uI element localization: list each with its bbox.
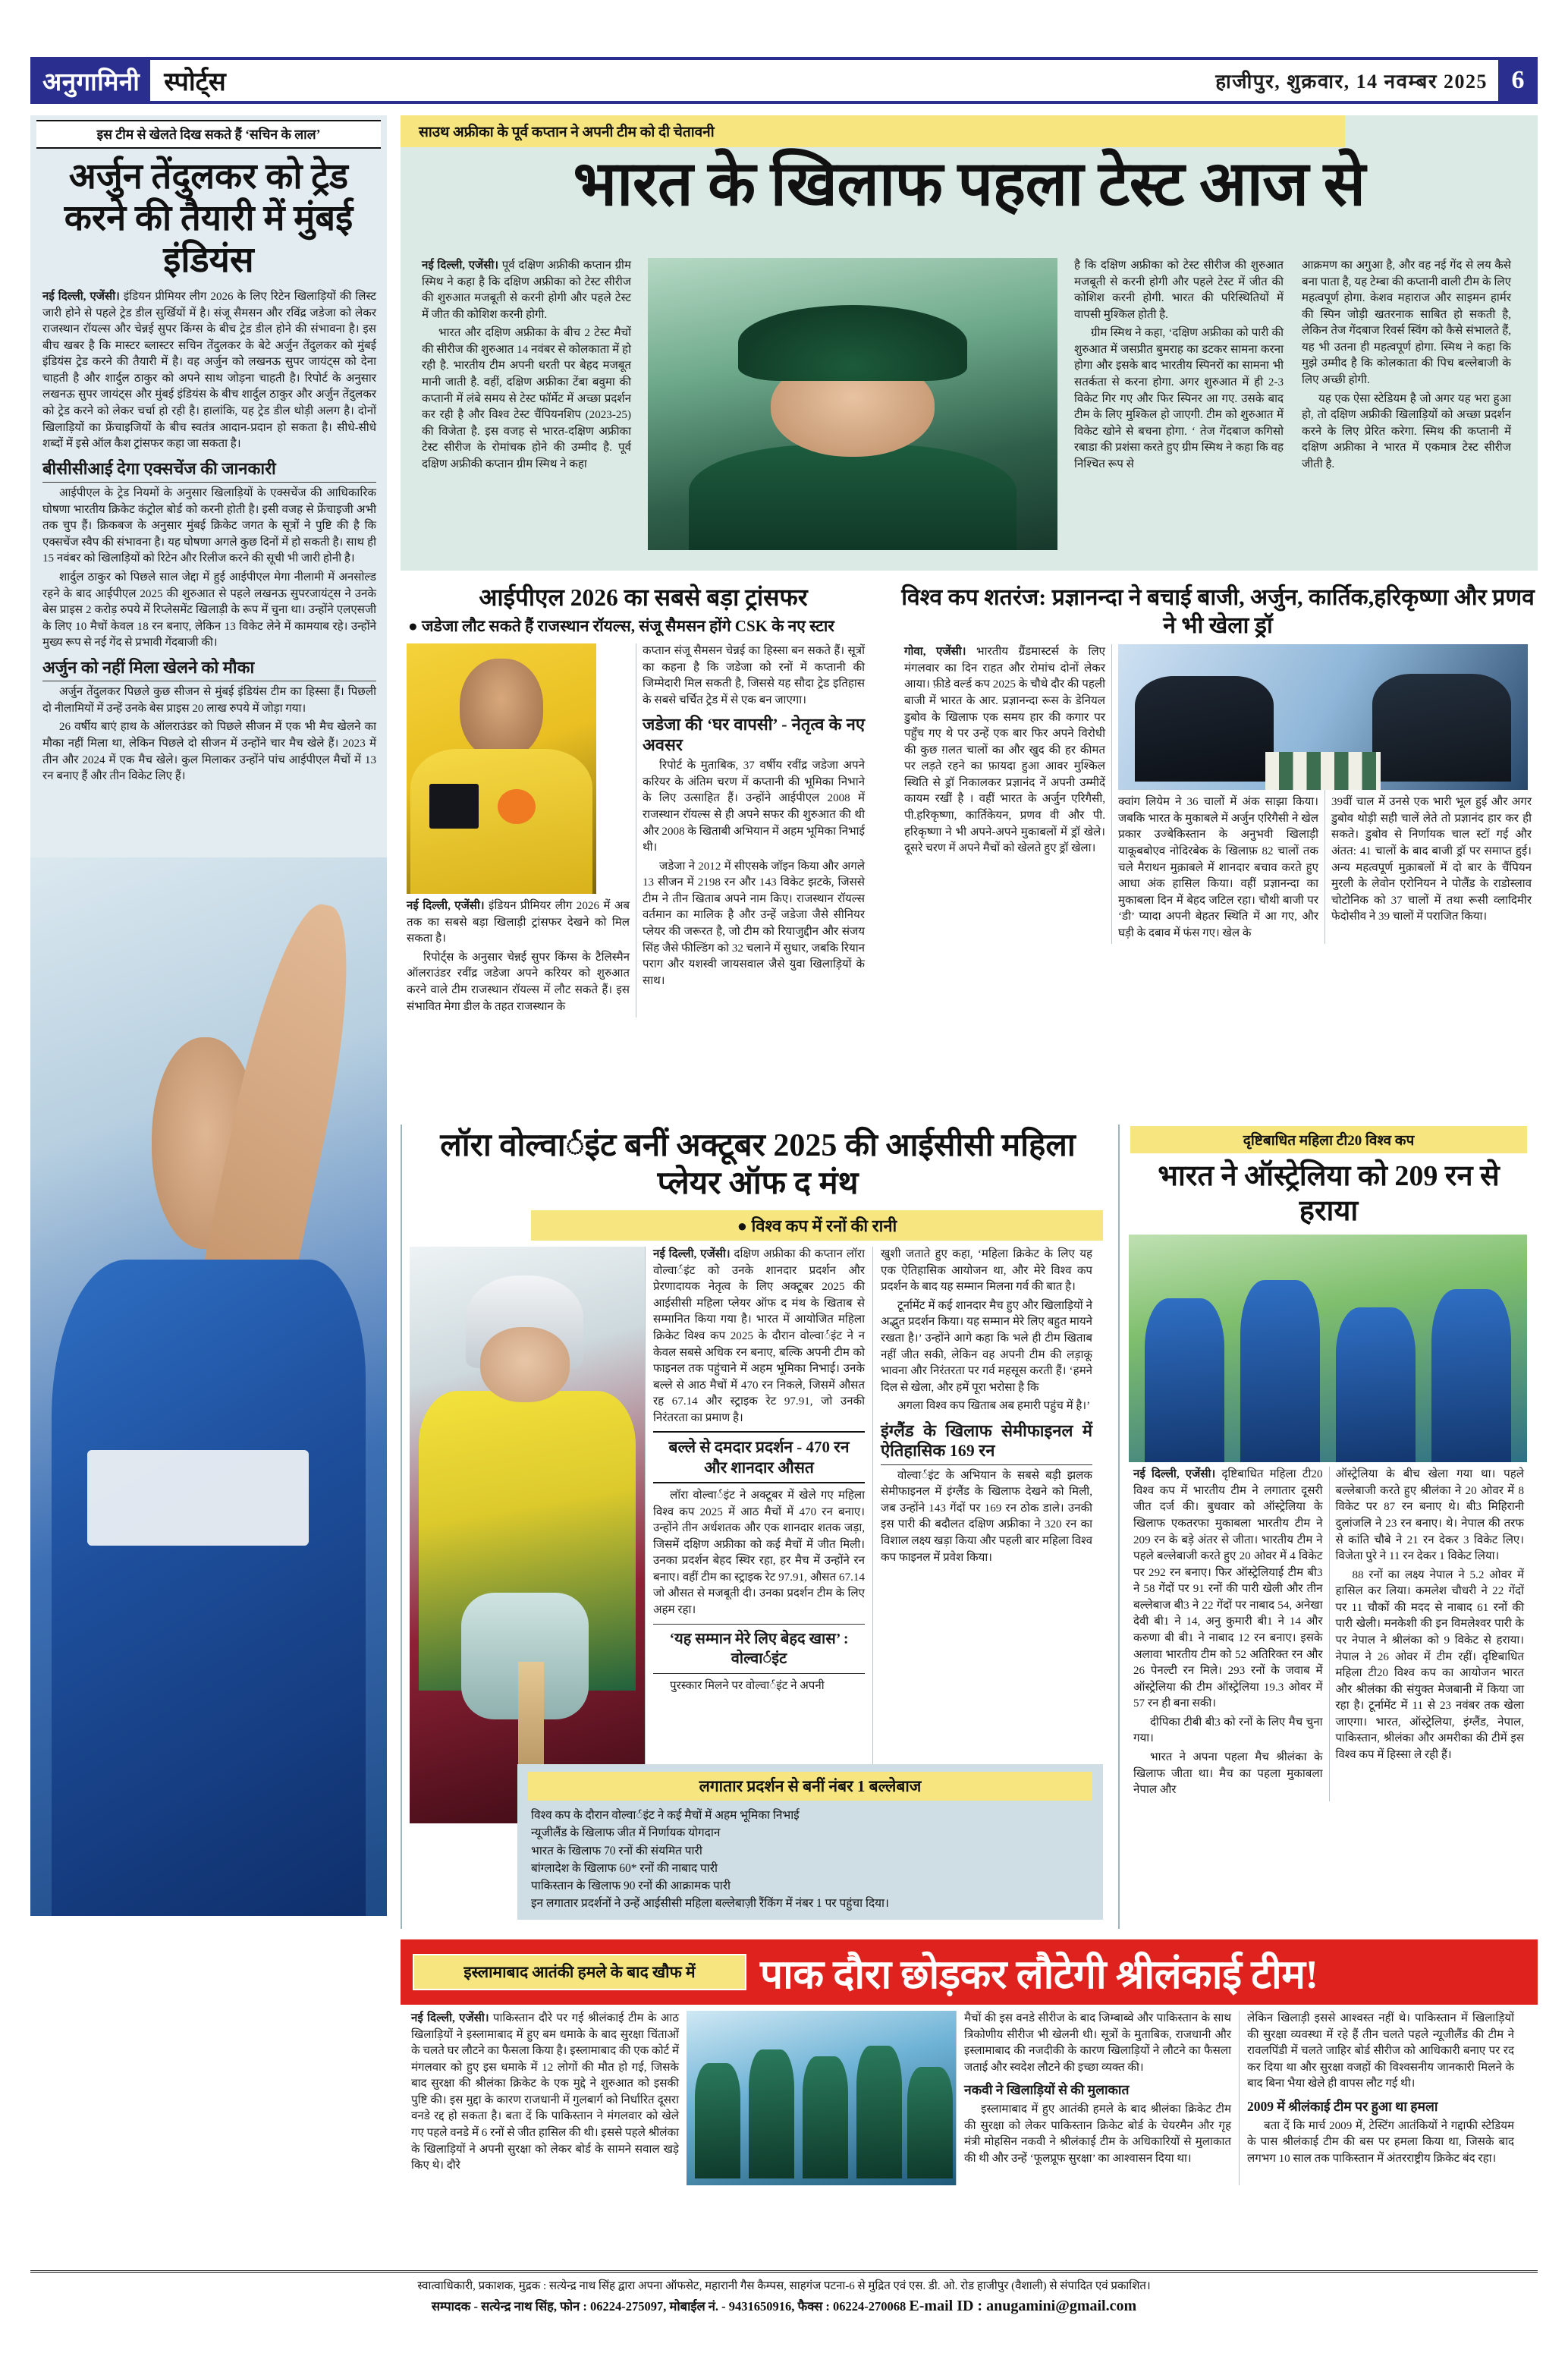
chess-players-photo <box>1118 644 1528 790</box>
pak-story-subhead-2: 2009 में श्रीलंकाई टीम पर हुआ था हमला <box>1247 2098 1438 2114</box>
pak-story-para-1: पाकिस्तान दौरे पर गई श्रीलंकाई टीम के आठ खिलाड़ियों ने इस्लामाबाद में हुए बम धमाके के बाद सुरक्षा चिंताओं के चलते घर लौटने का फैसला किया है। इस्लामाबाद की एक कोर्ट में मंगलवार को हुए इस धमाके में 12 लोगों की मौत हो गई, जिसके बाद सुरक्षा की श्रीलंका क्रिकेट के एक मुद्दे ने शुरुआत को इसकी पुष्टि की। इस मुद्दा के कारण राजधानी में गुलबार्ग को निर्धारित दूसरा वनडे रद्द हो सकता है। बता दें कि पाकिस्तान ने मंगलवार को खेले गए पहले वनडे में 6 रनों से जीत हासिल की थी। इससे पहले श्रीलंका के खिलाड़ियों ने अपनी सुरक्षा को लेकर बोर्ड के सामने सवाल खड़े किए थे। दौरे <box>411 2012 679 2172</box>
left-story-subhead-2: अर्जुन को नहीं मिला खेलने को मौका <box>42 658 376 681</box>
bullet-icon: ● <box>737 1216 748 1236</box>
wolvaardt-para-1: दक्षिण अफ्रीका की कप्तान लॉरा वोल्वार्इंट को उनके शानदार प्रदर्शन और प्रेरणादायक नेतृत्व के लिए अक्टूबर 2025 की आईसीसी महिला प्लेयर ऑफ द मंथ के खिताब से सम्मानित किया गया है। भारत में आयोजित महिला क्रिकेट विश्व कप 2025 के दौरान वोल्वार्इंट ने न केवल सबसे अधिक रन बनाए, बल्कि अपनी टीम को फाइनल तक पहुंचाने में अहम भूमिका निभाई। उनके बल्ले से आठ मैचों में 470 रन निकले, जिसमें औसत रह 67.14 और स्ट्राइक रेट 97.91, जो उनकी निरंतरता का प्रमाण है। <box>653 1248 865 1424</box>
jadeja-col-1 <box>401 643 636 1018</box>
wolvaardt-quote-box: ‘यह सम्मान मेरे लिए बेहद खास’ : वोल्वार्इंट <box>653 1624 865 1674</box>
blind-t20-col-1 <box>1127 1467 1329 1801</box>
photo-player-5 <box>907 2067 953 2178</box>
jadeja-story <box>401 583 886 1114</box>
jadeja-subhead-1: जडेजा की ‘घर वापसी’ - नेतृत्व के नए अवसर <box>643 715 865 754</box>
footer-editor-contact <box>30 2297 1538 2315</box>
blind-t20-para-1: दृष्टिबाधित महिला टी20 विश्व कप में भारतीय टीम ने लगातार दूसरी जीत दर्ज की। बुधवार को ऑस्ट्रेलिया के खिलाफ एकतरफा मुकाबला भारतीय टीम ने 209 रन के बड़े अंतर से जीता। भारतीय टीम ने पहले बल्लेबाजी करते हुए 20 ओवर में 4 विकेट पर 292 रन बनाए। फिर ऑस्ट्रेलियाई टीम बी3 ने 58 गेंदों पर 91 रनों की पारी खेली और तीन बल्लेबाज बी3 ने 22 गेंदों पर नाबाद 54, अनेखा देवी बी1 ने 14, अनु कुमारी बी1 ने 14 और करुणा बी बी1 ने नाबाद 12 रन बनाए। इसके अलावा भारतीय टीम को 52 अतिरिक्त रन और 26 पेनल्टी रन मिले। 293 रनों के जवाब में ऑस्ट्रेलिया की टीम ऑस्ट्रेलिया 19.3 ओवर में 57 रन ही बना सकी। <box>1133 1468 1323 1710</box>
footer-imprint: स्वात्वाधिकारी, प्रकाशक, मुद्रक : सत्येन्द्र नाथ सिंह द्वारा अपना ऑफसेट, महारानी गैस कैम्पस, साहगंज पटना-6 से मुद्रित एवं एस. डी. ओ. रोड हाजीपुर (वैशाली) से संपादित एवं प्रकाशित। <box>417 2280 1151 2292</box>
chess-col-2 <box>1111 644 1324 944</box>
chess-para-3: 39वीं चाल में उनसे एक भारी भूल हुई और अगर डुबोव थोड़ी सही चालें लेते तो प्रज्ञानंद हार कर ही सकते। डुबोव से निर्णायक चाल स्टॉ गई और अंतत: 41 चालों के बाद बाजी ड्रॉ पर समाप्त हुई। अन्य महत्वपूर्ण मुक़ाबलों में दो बार के चैंपियन मुरली के लेवोन एरोनियन ने पोलैंड के राडोस्लाव चोटोनिक को 37 चालों में तथा रूसी व्लादिमीर फेदोसीव ने 39 चालों में पराजित किया। <box>1331 796 1532 923</box>
pak-story-col-1 <box>404 2011 687 2185</box>
blind-t20-para-4: ऑस्ट्रेलिया के बीच खेला गया था। पहले बल्लेबाजी करते हुए श्रीलंका ने 20 ओवर में 8 विकेट पर 87 रन बनाए थे। बी3 मिहिरानी दुलांजलि ने 23 रन बनाए। थे। नेपाल की तरफ से कांति चौबे ने 21 रन देकर 3 विकेट लिए। विजेता पुरे ने 11 रन देकर 1 विकेट लिया। <box>1335 1468 1524 1563</box>
left-story-kicker-wrap <box>30 115 387 149</box>
left-story-para-4: अर्जुन तेंदुलकर पिछले कुछ सीजन से मुंबई इंडियंस टीम का हिस्सा हैं। पिछली दो नीलामियों में उन्हें उनके बेस प्राइस 20 लाख रुपये में जोड़ा गया। <box>42 686 376 715</box>
page-footer <box>30 2270 1538 2315</box>
lead-story-para-1: पूर्व दक्षिण अफ्रीकी कप्तान ग्रीम स्मिथ ने कहा है कि दक्षिण अफ्रीका को टेस्ट सीरीज की शुरुआत मजबूती से करनी होगी और पहले टेस्ट में जीत की कोशिश करनी होगी. <box>422 260 631 321</box>
photo-player-4 <box>1431 1289 1511 1462</box>
wolvaardt-story <box>401 1125 1114 1929</box>
pakistan-srilanka-story <box>401 1939 1538 2235</box>
wolvaardt-columns <box>402 1247 1114 1823</box>
pak-story-para-3: इस्लामाबाद में हुए आतंकी हमले के बाद श्रीलंका क्रिकेट टीम की सुरक्षा को लेकर पाकिस्तान क्रिकेट बोर्ड के चेयरमैन और गृह मंत्री मोहसिन नकवी ने श्रीलंकाई टीम के अधिकारियों से मुलाकात की थी और उन्हें ‘फूलप्रूफ सुरक्षा’ का आश्वासन दिया था। <box>964 2103 1231 2166</box>
wolvaardt-col-2 <box>872 1247 1100 1823</box>
masthead-dateline: हाजीपुर, शुक्रवार, 14 नवम्बर 2025 <box>1215 71 1488 93</box>
jadeja-photo-art <box>407 643 596 894</box>
left-story-para-2: आईपीएल के ट्रेड नियमों के अनुसार खिलाड़ियों के एक्सचेंज की आधिकारिक घोषणा भारतीय क्रिकेट कंट्रोल बोर्ड को करनी होती है। इसी वजह से फ्रेंचाइजी अभी तक चुप हैं। क्रिकबज के अनुसार मुंबई क्रिकेट जगत के सूत्रों ने पुष्टि की है कि एक्सचेंज स्वैप की संभावना है। यह घोषणा अगले कुछ दिनों में हो सकती है। साथ ही 15 नवंबर को खिलाड़ियों को रिटेन और रिलीज करने की सूची भी जारी होनी है। <box>42 487 376 565</box>
wolvaardt-highlights-list <box>528 1807 1092 1912</box>
pak-story-col-2 <box>956 2011 1239 2185</box>
blind-t20-para-2: दीपिका टीबी बी3 को रनों के लिए मैच चुना गया। <box>1133 1716 1323 1745</box>
wolvaardt-dateline: नई दिल्ली, एजेंसी। <box>653 1248 731 1261</box>
photo-player-4 <box>856 2046 902 2178</box>
photo-head-shape <box>460 659 543 759</box>
wolvaardt-para-5: टूर्नामेंट में कई शानदार मैच हुए और खिलाड़ियों ने अद्भुत प्रदर्शन किया। यह सम्मान मेरे लिए बहुत मायने रखता है।’ उन्होंने आगे कहा कि भले ही टीम खिताब नहीं जीत सकी, लेकिन वह अपनी टीम की लड़ाकू भावना और निरंतरता पर गर्व महसूस करती हैं। ‘हमने दिल से खेला, और हमें पूरा भरोसा है कि <box>881 1299 1092 1394</box>
chess-para-1: भारतीय ग्रैंडमास्टर्स के लिए मंगलवार का दिन राहत और रोमांच दोनों लेकर आया। फ़ीडे वर्ल्ड कप 2025 के चौथे दौर की पहली बाजी में भारत के आर. प्रज्ञानन्दा रूस के डेनियल डुबोव के खिलाफ एक समय हार की कगार पर पहुँच गए थे पर उन्हें एक बार फिर अपने विरोधी की कुछ ग़लत चालों का और खुद की हर कीमत पर लड़ते रहने का फ़ायदा हुआ आवर मुश्किल स्थिति से ड्रॉ निकालकर प्रज्ञानंद नें अपनी उम्मीदें कायम रखीं है । वहीं भारत के अर्जुन एरिगैसी, पी.हरिकृष्णा, कार्तिकेयन, प्रणव वी और पी. हरिकृष्णा ने भी अपने-अपने मुकाबलों में ड्रॉ खेले। दूसरे चरण में अपने मैचों को खेलते हुए ड्रॉ खेला। <box>904 646 1106 855</box>
ravindra-jadeja-photo <box>407 643 596 894</box>
footer-editor-text: सम्पादक - सत्येन्द्र नाथ सिंह, फोन : 06224-275097, मोबाईल नं. - 9431650916, फैक्स : 06224-270068 <box>431 2298 907 2314</box>
photo-sponsor-logo-2 <box>498 789 536 824</box>
masthead-page-number: 6 <box>1511 66 1525 94</box>
jadeja-dateline: नई दिल्ली, एजेंसी। <box>407 900 485 913</box>
chess-para-2: क्वांग लियेम ने 36 चालों में अंक साझा किया। जबकि भारत के मुकाबले में अर्जुन एरिगैसी ने खेल प्रकार उज्बेकिस्तान के अनुभवी खिलाड़ी याकूबबोएव नोदिरबेक के खिलाफ़ 82 चालों तक चले मैराथन मुक़ाबले में शानदार बचाव करते हुए आधा अंक हासिल किया। वहीं प्रज्ञानन्दा का मुकाबला दिन में बेहद जटिल रहा। चौथी बाजी पर ‘डी’ प्यादा अपनी बेहतर स्थिति में आ गए, और घड़ी के दबाव में फंस गए। खेल के <box>1118 796 1318 939</box>
pak-story-para-2: मैचों की इस वनडे सीरीज के बाद जिम्बाब्वे और पाकिस्तान के साथ त्रिकोणीय सीरीज भी खेलनी थी। सूत्रों के मुताबिक, राजधानी और इस्लामाबाद की नजदीकी के कारण खिलाड़ियों ने लौटने का फैसला जताई और स्वदेश लौटने की इच्छा व्यक्त की। <box>964 2012 1231 2074</box>
masthead-center <box>150 60 1498 101</box>
pak-story-kicker: इस्लामाबाद आतंकी हमले के बाद खौफ में <box>413 1954 746 1990</box>
wolvaardt-bullet-text: विश्व कप में रनों की रानी <box>751 1216 897 1236</box>
photo-player-3 <box>1336 1307 1416 1462</box>
photo-player-2 <box>749 2049 794 2178</box>
wolvaardt-para-7: वोल्वार्इंट के अभियान के सबसे बड़ी झलक सेमीफाइनल में इंग्लैंड के खिलाफ देखने को मिली, जब उन्होंने 143 गेंदों पर 169 रन ठोक डाले। उनकी इस पारी की बदौलत दक्षिण अफ्रीका ने 320 रन का विशाल लक्ष्य खड़ा किया और पहली बार महिला विश्व कप फाइनल में प्रवेश किया। <box>881 1469 1092 1564</box>
lead-story-headline: भारत के खिलाफ पहला टेस्ट आज से <box>573 149 1365 219</box>
pak-photo-art <box>687 2011 956 2185</box>
pak-story-col-3 <box>1239 2011 1522 2185</box>
masthead-logo: अनुगामिनी <box>42 68 140 96</box>
wolvaardt-headline: लॉरा वोल्वार्इंट बनीं अक्टूबर 2025 की आईसीसी महिला प्लेयर ऑफ द मंथ <box>440 1128 1076 1201</box>
jadeja-para-1: इंडियन प्रीमियर लीग 2026 में अब तक का सबसे बड़ा खिलाड़ी ट्रांसफर देखने को मिल सकता है। <box>407 900 630 945</box>
photo-player-left <box>1135 676 1274 781</box>
blind-t20-para-3: भारत ने अपना पहला मैच श्रीलंका के खिलाफ जीता था। मैच का पहला मुकाबला नेपाल और <box>1133 1751 1323 1797</box>
photo-player-2 <box>1240 1280 1320 1462</box>
wolvaardt-photo-art <box>410 1247 645 1823</box>
pak-story-dateline: नई दिल्ली, एजेंसी। <box>411 2012 489 2024</box>
chess-col-2-text <box>1118 794 1318 942</box>
list-item: न्यूजीलैंड के खिलाफ जीत में निर्णायक योगदान <box>531 1826 721 1840</box>
jadeja-para-2: रिपोर्ट्स के अनुसार चेन्नई सुपर किंग्स के टैलिस्मैन ऑलराउंडर रवींद्र जडेजा अपने करियर को शुरुआत करने वाले टीम राजस्थान रॉयल्स में लौट सकते हैं। इस संभावित मेगा डील के तहत राजस्थान के <box>407 951 630 1013</box>
photo-chessboard <box>1265 752 1380 790</box>
photo-cap-shape <box>738 305 967 381</box>
lead-story-para-5: आक्रमण का अगुआ है, और वह नई गेंद से लय कैसे बना पाता है, यह टेम्बा की कप्तानी वाली टीम के लिए महत्वपूर्ण होगा. केशव महाराज और साइमन हार्मर की स्पिन जोड़ी खतरनाक साबित हो सकती है, लेकिन तेज गेंदबाज रिवर्स स्विंग को कैसे संभालते हैं, यह भी उतना ही महत्वपूर्ण होगा. स्मिथ ने कहा कि मुझे उम्मीद है कि कोलकाता की पिच बल्लेबाजी के लिए अच्छी होगी. <box>1302 260 1511 387</box>
left-story-dateline: नई दिल्ली, एजेंसी। <box>42 290 120 303</box>
jadeja-subline-text: जडेजा लौट सकते हैं राजस्थान रॉयल्स, संजू सैमसन होंगे CSK के नए स्टार <box>421 616 834 635</box>
jadeja-para-5: जडेजा ने 2012 में सीएसके जॉइन किया और अगले 13 सीजन में 2198 रन और 143 विकेट झटके, जिससे टीम ने तीन खिताब अपने नाम किए। राजस्थान रॉयल्स वर्तमान का मालिक है और उन्हें जडेजा जैसे सीनियर प्लेयर की जरूरत है, जो टीम को रियाजुद्दीन और संजय सिंह जैसे फील्डिंग को 32 चलाने में सुधार, जबकि रियान पराग और यशस्वी जायसवाल जैसे युवा खिलाड़ियों के साथ। <box>643 860 865 987</box>
list-item: विश्व कप के दौरान वोल्वार्इंट ने कई मैचों में अहम भूमिका निभाई <box>531 1809 800 1823</box>
wolvaardt-para-4: खुशी जताते हुए कहा, ‘महिला क्रिकेट के लिए यह एक ऐतिहासिक आयोजन था, और मेरे विश्व कप प्रदर्शन के बाद यह सम्मान मिलना गर्व की बात है। <box>881 1248 1092 1294</box>
photo-jersey-shape <box>52 1260 366 1916</box>
blind-t20-columns <box>1120 1467 1538 1801</box>
arjun-tendulkar-photo <box>30 857 387 1916</box>
list-item: इन लगातार प्रदर्शनों ने उन्हें आईसीसी महिला बल्लेबाज़ी रैंकिंग में नंबर 1 पर पहुंचा दिया। <box>531 1896 889 1910</box>
masthead-section-title: स्पोर्ट्स <box>164 68 226 96</box>
wolvaardt-highlights-box <box>517 1764 1103 1920</box>
wolvaardt-para-3: पुरस्कार मिलने पर वोल्वार्इंट ने अपनी <box>670 1679 825 1692</box>
photo-player-3 <box>803 2056 848 2178</box>
lead-story-kicker: साउथ अफ्रीका के पूर्व कप्तान ने अपनी टीम को दी चेतावनी <box>401 115 1345 147</box>
left-story-para-5: 26 वर्षीय बाएं हाथ के ऑलराउंडर को पिछले सीजन में एक भी मैच खेलने का मौका नहीं मिला था, लेकिन पिछले दो सीजन में उन्होंने चार मैच खेले हैं। 2023 में तीन और 2024 में एक मैच खेले। कुल मिलाकर उन्होंने पांच आईपीएल मैचों में 13 रन बनाए हैं और तीन विकेट लिए हैं। <box>42 721 376 783</box>
blind-photo-art <box>1129 1235 1527 1462</box>
lead-story-columns <box>413 258 1528 562</box>
jadeja-col-2 <box>636 643 871 1018</box>
list-item: बांग्लादेश के खिलाफ 60* रनों की नाबाद पारी <box>531 1861 718 1875</box>
photo-player-right <box>1372 674 1512 782</box>
jadeja-col-1-text <box>407 898 630 1015</box>
blind-t20-story <box>1118 1125 1538 1929</box>
wolvaardt-para-2: लॉरा वोल्वार्इंट ने अक्टूबर में खेले गए महिला विश्व कप 2025 में आठ मैचों में 470 रन बनाए। उन्होंने तीन अर्धशतक और एक शानदार शतक जड़ा, जिसमें दक्षिण अफ्रीका को कई मैचों में जीत मिली। उनका प्रदर्शन बेहद स्थिर रहा, हर मैच में उन्होंने रन बनाए। वहीं टीम का स्ट्राइक रेट 97.91, औसत 67.14 जो औसत से मजबूती दी। उनका प्रदर्शन टीम के लिए अहम रहा। <box>653 1489 865 1616</box>
lead-story-para-6: यह एक ऐसा स्टेडियम है जो अगर यह भरा हुआ हो, तो दक्षिण अफ्रीकी खिलाड़ियों को अच्छा प्रदर्शन करने के लिए प्रेरित करेगा. स्मिथ की कप्तानी में दक्षिण अफ्रीका ने भारत में एकमात्र टेस्ट सीरीज जीती है. <box>1302 392 1511 470</box>
pak-story-para-4: लेकिन खिलाड़ी इससे आश्वस्त नहीं थे। पाकिस्तान में खिलाड़ियों की सुरक्षा व्यवस्था में रहे हैं तीन चलते पहले न्यूजीलैंड की टीम ने रावलपिंडी में चलते जाहिर बोर्ड सीरीज को आधिकारी बनाए पर रद कर दिया था और सुरक्षा वजहों की विश्वसनीय जानकारी मिलने के बाद बिना भैया खेले ही वापस लौट गई थी। <box>1247 2012 1514 2090</box>
lead-story-col-3 <box>1293 258 1520 562</box>
blind-t20-dateline: नई दिल्ली, एजेंसी। <box>1133 1468 1216 1481</box>
blind-t20-para-5: 88 रनों का लक्ष्य नेपाल ने 5.2 ओवर में हासिल कर लिया। कमलेश चौधरी ने 22 गेंदों पर 11 चौकों की मदद से नाबाद 61 रनों की पारी खेली। मनकेशी की इन विमलेश्वर पारी के पर नेपाल ने श्रीलंका को 9 विकेट से हराया। नेपाल ने 26 ओवर में टीम रहीं। दृष्टिबाधित महिला टी20 विश्व कप का आयोजन भारत और श्रीलंका की संयुक्त मेजबानी में किया जा रहा है। टूर्नामेंट में 11 से 23 नवंबर तक खेला जाएगा। भारत, ऑस्ट्रेलिया, इंग्लैंड, नेपाल, पाकिस्तान, श्रीलंका और अमरीका की टीमें इस विश्व कप में हिस्सा ले रही हैं। <box>1335 1568 1524 1762</box>
lead-story <box>401 115 1538 571</box>
left-story-headline: अर्जुन तेंदुलकर को ट्रेड करने की तैयारी में मुंबई इंडियंस <box>64 157 354 280</box>
photo-torso-shape <box>689 445 1017 550</box>
wolvaardt-para-6: अगला विश्व कप खिताब अब हमारी पहुंच में है।’ <box>897 1400 1091 1413</box>
list-item: पाकिस्तान के खिलाफ 90 रनों की आक्रामक पारी <box>531 1879 731 1892</box>
wolvaardt-bullet-kicker <box>531 1210 1103 1241</box>
footer-email: E-mail ID : anugamini@gmail.com <box>909 2297 1137 2314</box>
chess-col-1 <box>898 644 1111 944</box>
wolvaardt-stat-box: बल्ले से दमदार प्रदर्शन - 470 रन और शानदार औसत <box>653 1431 865 1483</box>
arjun-photo-art <box>30 857 387 1916</box>
lead-story-para-2: भारत और दक्षिण अफ्रीका के बीच 2 टेस्ट मैचों की सीरीज की शुरुआत 14 नवंबर से कोलकाता में हो रही है. भारतीय टीम अपनी धरती पर बेहद मजबूत मानी जाती है. वहीं, दक्षिण अफ्रीका टेंबा बवुमा की कप्तानी में लंबे समय से टेस्ट फॉर्मेट में अच्छा प्रदर्शन कर रही है और विश्व टेस्ट चैंपियनशिप (2023-25) की विजेता है. इस वजह से भारत-दक्षिण अफ्रीका टेस्ट सीरीज के रोमांचक होने की उम्मीद है. पूर्व दक्षिण अफ्रीकी कप्तान ग्रीम स्मिथ ने कहा <box>422 327 631 470</box>
smith-photo-art <box>648 258 1057 550</box>
chess-story <box>898 583 1538 1114</box>
jadeja-subline <box>401 613 886 640</box>
jadeja-para-3: कप्तान संजू सैमसन चेन्नई का हिस्सा बन सकते हैं। सूत्रों का कहना है कि जडेजा को रनों में कप्तानी की जिम्मेदारी मिल सकती है, जिससे यह सौदा ट्रेड इतिहास के सबसे चर्चित ट्रेड में से एक बन जाएगा। <box>643 645 865 706</box>
blind-t20-team-photo <box>1129 1235 1527 1462</box>
blind-t20-col-2 <box>1329 1467 1531 1801</box>
laura-wolvaardt-photo <box>410 1247 645 1823</box>
chess-dateline: गोवा, एजेंसी। <box>904 646 966 659</box>
lead-story-para-4: ग्रीम स्मिथ ने कहा, ‘दक्षिण अफ्रीका को पारी की शुरुआत में जसप्रीत बुमराह का डटकर सामना करना होगा और इसके बाद भारतीय स्पिनरों का सामना भी सतर्कता से करना होगा. अगर शुरुआत में ही 2-3 विकेट गिर गए और फिर स्पिनर आ गए. उसके बाद टीम के लिए मुश्किल हो जाएगी. टीम को शुरुआत में विकेट खोने से बचना होगा. ‘ तेज गेंदबाज कगिसो रबाडा की प्रशंसा करते हुए ग्रीम स्मिथ ने कहा कि वह निश्चित रूप से <box>1074 327 1284 470</box>
wolvaardt-highlights-heading: लगातार प्रदर्शन से बनीं नंबर 1 बल्लेबाज <box>528 1772 1092 1801</box>
lead-story-col-1 <box>413 258 640 562</box>
chess-photo-art <box>1118 644 1528 790</box>
wolvaardt-subhead-semifinal: इंग्लैंड के खिलाफ सेमीफाइनल में ऐतिहासिक 169 रन <box>881 1421 1092 1465</box>
bullet-icon: ● <box>408 616 418 635</box>
chess-columns <box>898 644 1538 944</box>
blind-t20-kicker: दृष्टिबाधित महिला टी20 विश्व कप <box>1130 1126 1527 1153</box>
photo-sponsor-band <box>87 1450 308 1546</box>
pak-story-para-5: बता दें कि मार्च 2009 में, टेस्टिंग आतंकियों ने गद्दाफी स्टेडियम के पास श्रीलंकाई टीम की बस पर हमला किया था, जिसके बाद लगभग 10 साल तक पाकिस्तान में अंतरराष्ट्रीय क्रिकेट बंद रहा। <box>1247 2119 1514 2166</box>
graeme-smith-photo <box>648 258 1057 550</box>
srilanka-team-photo <box>687 2011 956 2185</box>
jadeja-columns <box>401 643 886 1018</box>
pak-story-banner <box>401 1939 1538 2005</box>
lead-story-col-2 <box>1065 258 1293 562</box>
lead-story-para-3: है कि दक्षिण अफ्रीका को टेस्ट सीरीज की शुरुआत मजबूती से करनी होगी और पहले टेस्ट में जीत की कोशिश करनी होगी. भारत की परिस्थितियों में वापसी मुश्किल होती है. <box>1074 260 1284 321</box>
footer-divider <box>30 2270 1538 2273</box>
wolvaardt-col-1 <box>645 1247 872 1823</box>
photo-face-shape <box>480 1327 570 1402</box>
left-story-para-3: शार्दुल ठाकुर को पिछले साल जेद्दा में हुई आईपीएल मेगा नीलामी में अनसोल्ड रहने के बाद आईपीएल 2025 की शुरुआत से पहले लखनऊ सुपरजायंट्स ने उनके बेस प्राइस 2 करोड़ रुपये में रिप्लेसमेंट खिलाड़ी के रूप में चुना था। उन्होंने एलएसजी के लिए 10 मैचों केवल 18 रन बनाए, लेकिन 13 विकेट लेने में कामयाब रहे। उन्होंने मुख्य रूप से नई गेंद से प्रभावी गेंदबाजी की। <box>42 571 376 650</box>
left-story-body <box>30 286 387 794</box>
pak-story-subhead-1: नकवी ने खिलाड़ियों से की मुलाकात <box>964 2082 1130 2098</box>
left-story-subhead-1: बीसीसीआई देगा एक्सचेंज की जानकारी <box>42 459 376 483</box>
blind-t20-headline: भारत ने ऑस्ट्रेलिया को 209 रन से हराया <box>1158 1160 1500 1227</box>
photo-sponsor-logo-1 <box>429 784 479 829</box>
chess-headline: विश्व कप शतरंज: प्रज्ञानन्दा ने बचाई बाजी, अर्जुन, कार्तिक,हरिकृष्णा और प्रणव ने भी खेला ड्रॉ <box>901 585 1535 638</box>
left-story-kicker: इस टीम से खेलते दिख सकते हैं ‘सचिन के लाल’ <box>36 120 381 149</box>
photo-player-1 <box>695 2063 740 2178</box>
list-item: भारत के खिलाफ 70 रनों की संयमित पारी <box>531 1844 702 1858</box>
lead-story-dateline: नई दिल्ली, एजेंसी। <box>422 260 499 272</box>
pak-story-columns <box>401 2005 1538 2185</box>
jadeja-para-4: रिपोर्ट के मुताबिक, 37 वर्षीय रवींद्र जडेजा अपने करियर के अंतिम चरण में कप्तानी की भूमिका निभाने के लिए उत्साहित हैं। उन्होंने आईपीएल 2008 में राजस्थान रॉयल्स से ही अपने सफर की शुरुआत की थी और 2008 के खिताबी अभियान में अहम भूमिका निभाई थी। <box>643 760 865 854</box>
left-story-para-1: इंडियन प्रीमियर लीग 2026 के लिए रिटेन खिलाड़ियों की लिस्ट जारी होने से पहले ट्रेड डील सुर्खियों में है। संजू सैमसन और रविंद्र जडेजा को लेकर राजस्थान रॉयल्स और चेन्नई सुपर किंग्स के बीच ट्रेड डील होने की संभावना है। इस बीच खबर है कि मास्टर ब्लास्टर सचिन तेंदुलकर के बेटे अर्जुन तेंदुलकर को मुंबई इंडियंस ट्रेड करने की तैयारी में है। वह अर्जुन को लखनऊ सुपर जायंट्स को देना चाहती है और शार्दुल ठाकुर को अपने साथ जोड़ना चाहती है। रिपोर्ट के अनुसार लखनऊ सुपर जायंट्स और मुंबई इंडियंस के बीच शार्दुल ठाकुर और अर्जुन तेंदुलकर को ट्रेड करने को लेकर चर्चा हो रही है। हालांकि, यह ट्रेड डील थोड़ी अलग है। दोनों खिलाड़ियों का फ्रेंचाइजियों के बीच स्वतंत्र आदान-प्रदान हो सकता है। सीधे-सीधे शब्दों में इसे ऑल कैश ट्रांसफर कहा जा सकता है। <box>42 290 376 451</box>
photo-player-1 <box>1145 1298 1224 1462</box>
pak-story-headline: पाक दौरा छोड़कर लौटेगी श्रीलंकाई टीम! <box>760 1952 1318 1997</box>
masthead <box>30 57 1538 104</box>
jadeja-headline: आईपीएल 2026 का सबसे बड़ा ट्रांसफर <box>479 584 808 611</box>
